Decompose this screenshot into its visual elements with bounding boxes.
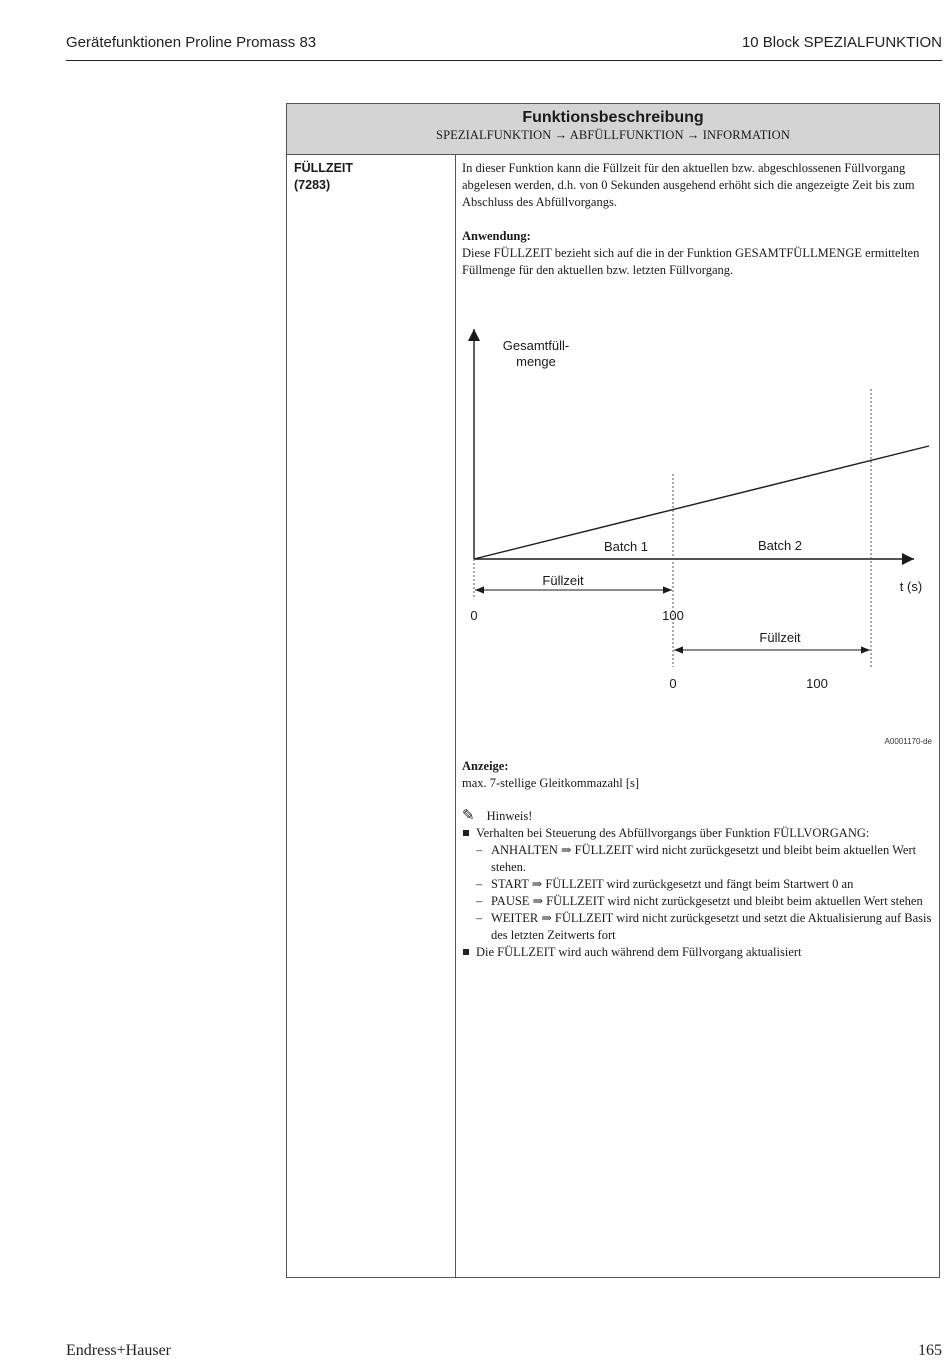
y-axis-label-line1: Gesamtfüll- — [502, 338, 570, 353]
intro-text: In dieser Funktion kann die Füllzeit für den aktuellen bzw. abgeschlossenen Füllvorgang abgelesen werden, d.h. von 0 Sekunden ausgehend erhöht sich die angezeigte Zeit bis zum Abschluss des Abfüllvorgangs. — [462, 161, 915, 209]
table-title: Funktionsbeschreibung — [522, 109, 704, 126]
function-name-cell — [294, 160, 353, 194]
fill-time-diagram — [459, 319, 934, 744]
footer-company: Endress+Hauser — [66, 1342, 171, 1359]
function-description-table — [286, 103, 940, 1278]
tick-batch2-start: 0 — [669, 676, 677, 691]
function-description-cell — [462, 160, 934, 961]
display-label: Anzeige: — [462, 759, 509, 773]
page-header — [66, 30, 942, 61]
list-item: – WEITER ⇒ FÜLLZEIT wird nicht zurückgesetzt und setzt die Aktualisierung auf Basis des letzten Zeitwerts fort — [476, 910, 934, 944]
tick-batch1-end: 100 — [662, 608, 684, 623]
batch1-label: Batch 1 — [603, 539, 649, 554]
menu-path: SPEZIALFUNKTION → ABFÜLLFUNKTION → INFORMATION — [436, 128, 790, 142]
function-code: (7283) — [294, 178, 331, 192]
note-label: Hinweis! — [486, 809, 533, 823]
application-label: Anwendung: — [462, 229, 531, 243]
note-sublist — [476, 842, 934, 944]
fill-quantity-line — [474, 446, 929, 559]
pencil-icon: ✎ — [462, 808, 475, 824]
fill-time-label-1: Füllzeit — [542, 573, 584, 588]
application-text: Diese FÜLLZEIT bezieht sich auf die in der Funktion GESAMTFÜLLMENGE ermittelten Füllmenge für den aktuellen bzw. letzten Füllvorgang. — [462, 246, 920, 277]
y-axis-label-line2: menge — [516, 354, 556, 369]
note-list — [462, 825, 934, 961]
table-header — [287, 104, 939, 155]
batch2-label: Batch 2 — [757, 538, 803, 553]
list-item: – ANHALTEN ⇒ FÜLLZEIT wird nicht zurückgesetzt und bleibt beim aktuellen Wert stehen. — [476, 842, 934, 876]
tick-batch1-start: 0 — [470, 608, 478, 623]
list-item — [462, 825, 934, 944]
header-document-title: Gerätefunktionen Proline Promass 83 — [66, 34, 317, 51]
note-item-text: Verhalten bei Steuerung des Abfüllvorgangs über Funktion FÜLLVORGANG: — [476, 826, 870, 840]
page-number: 165 — [918, 1342, 942, 1359]
diagram-svg — [459, 319, 934, 744]
display-text: max. 7-stellige Gleitkommazahl [s] — [462, 776, 640, 790]
column-divider — [455, 154, 456, 1277]
note-heading — [462, 808, 934, 825]
header-chapter-title: 10 Block SPEZIALFUNKTION — [741, 34, 942, 51]
function-name: FÜLLZEIT — [294, 161, 354, 175]
figure-id: A0001170-de — [884, 737, 932, 746]
fill-time-label-2: Füllzeit — [759, 630, 801, 645]
tick-batch2-end: 100 — [806, 676, 828, 691]
list-item: – PAUSE ⇒ FÜLLZEIT wird nicht zurückgesetzt und bleibt beim aktuellen Wert stehen — [476, 893, 934, 910]
x-axis-label: t (s) — [899, 579, 923, 594]
list-item: Die FÜLLZEIT wird auch während dem Füllvorgang aktualisiert — [462, 944, 934, 961]
list-item: – START ⇒ FÜLLZEIT wird zurückgesetzt und fängt beim Startwert 0 an — [476, 876, 934, 893]
